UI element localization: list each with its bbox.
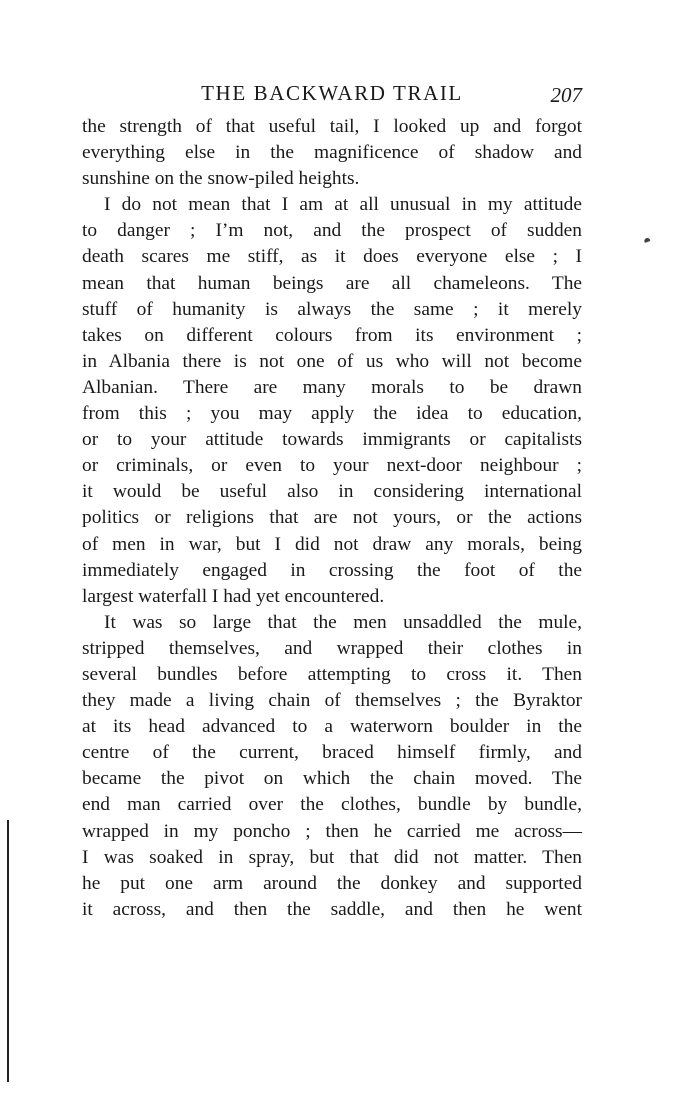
text-line: from this ; you may apply the idea to education, <box>82 403 582 425</box>
text-line: wrapped in my poncho ; then he carried me across— <box>82 820 582 842</box>
text-line: of men in war, but I did not draw any morals, being <box>82 533 582 555</box>
running-title: THE BACKWARD TRAIL <box>201 81 463 105</box>
text-line: it would be useful also in considering international <box>82 481 582 503</box>
text-line: in Albania there is not one of us who will not become <box>82 350 582 372</box>
text-line: they made a living chain of themselves ; the Byraktor <box>82 690 582 712</box>
text-line: he put one arm around the donkey and supported <box>82 872 582 894</box>
text-line: immediately engaged in crossing the foot of the <box>82 559 582 581</box>
running-head <box>82 78 582 108</box>
scan-edge-line <box>7 820 9 1082</box>
text-line: or criminals, or even to your next-door neighbour ; <box>82 455 582 477</box>
text-line: or to your attitude towards immigrants or capitalists <box>82 429 582 451</box>
text-line: it across, and then the saddle, and then he went <box>82 898 582 920</box>
page-number: 207 <box>550 83 582 107</box>
text-line: the strength of that useful tail, I looked up and forgot <box>82 116 582 137</box>
text-line: politics or religions that are not yours, or the actions <box>82 507 582 529</box>
text-line: I was soaked in spray, but that did not matter. Then <box>82 846 582 868</box>
body-text <box>82 114 582 923</box>
text-line: mean that human beings are all chameleons. The <box>82 272 582 294</box>
text-line: Albanian. There are many morals to be drawn <box>82 376 582 398</box>
text-line: became the pivot on which the chain moved. The <box>82 768 582 790</box>
text-line: stuff of humanity is always the same ; it merely <box>82 298 582 320</box>
text-line: stripped themselves, and wrapped their clothes in <box>82 637 582 659</box>
text-line: takes on different colours from its environment ; <box>82 324 582 346</box>
text-line: I do not mean that I am at all unusual in my attitude <box>104 194 582 216</box>
ink-speck <box>643 237 650 243</box>
text-line: It was so large that the men unsaddled the mule, <box>104 611 582 633</box>
text-line: several bundles before attempting to cross it. Then <box>82 663 582 685</box>
text-line: to danger ; I’m not, and the prospect of sudden <box>82 220 582 242</box>
text-line: largest waterfall I had yet encountered. <box>82 585 385 607</box>
text-line: at its head advanced to a waterworn boulder in the <box>82 716 582 738</box>
text-line: sunshine on the snow-piled heights. <box>82 168 360 190</box>
text-line: end man carried over the clothes, bundle by bundle, <box>82 794 582 816</box>
text-line: everything else in the magnificence of shadow and <box>82 142 582 164</box>
text-line: centre of the current, braced himself firmly, and <box>82 742 582 764</box>
text-line: death scares me stiff, as it does everyone else ; I <box>82 246 582 268</box>
